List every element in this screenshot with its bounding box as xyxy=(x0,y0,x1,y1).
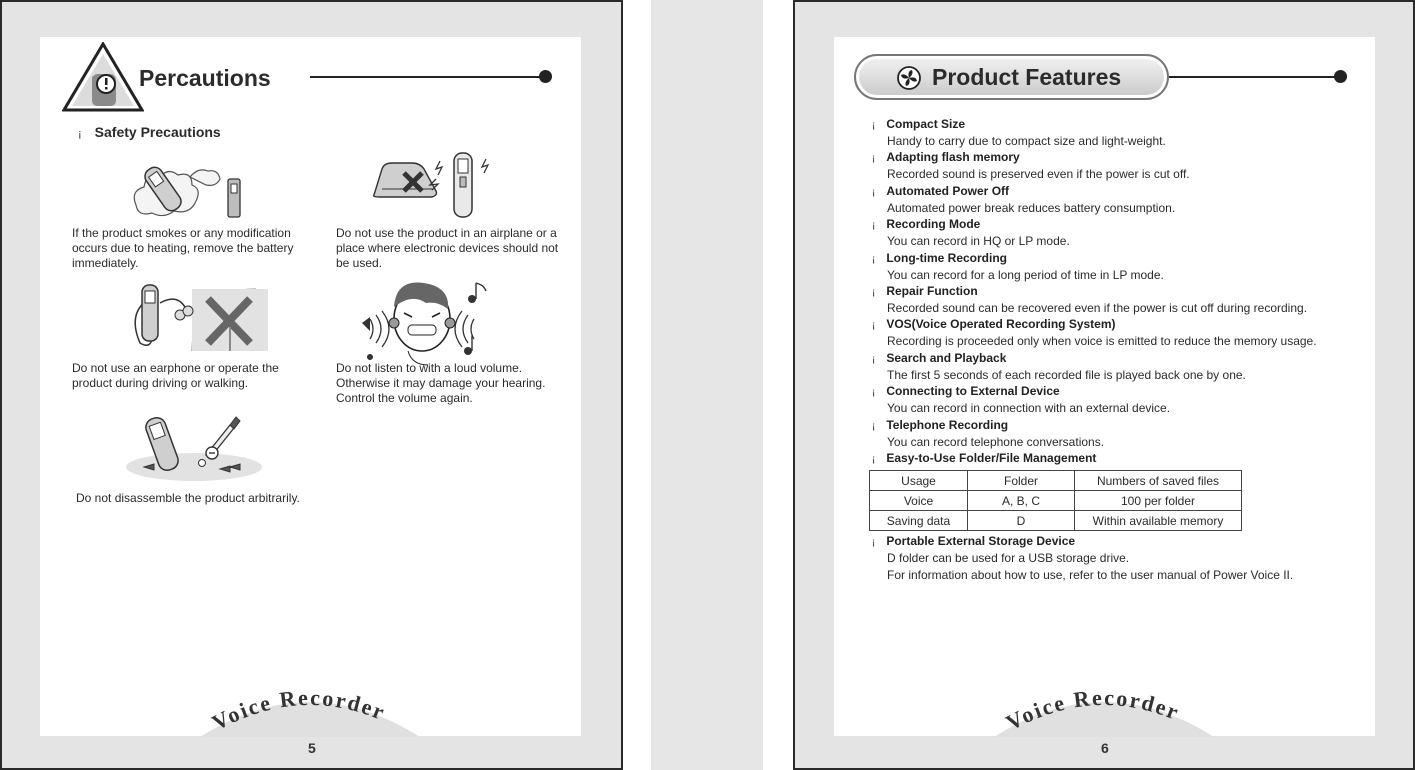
airplane-device-illustration xyxy=(368,149,498,221)
table-header-cell: Folder xyxy=(968,471,1075,491)
feature-title xyxy=(872,317,1116,331)
feature-title xyxy=(872,217,980,231)
page-title: Product Features xyxy=(932,64,1122,90)
feature-title-text: Search and Playback xyxy=(886,350,1007,365)
table-cell: Within available memory xyxy=(1075,511,1242,531)
bullet-glyph: ¡ xyxy=(872,186,876,198)
bullet-glyph: ¡ xyxy=(872,220,876,232)
feature-description: Handy to carry due to compact size and light-weight. xyxy=(887,134,1166,148)
feature-description: D folder can be used for a USB storage drive. xyxy=(887,551,1130,565)
left-page-content xyxy=(40,37,581,756)
page-number: 6 xyxy=(1101,740,1109,756)
caution-text-4: Do not listen to with a loud volume. Otherwise it may damage your hearing. Control the volume again. xyxy=(336,361,546,405)
title-rule-dot xyxy=(1334,70,1347,83)
page-number: 5 xyxy=(308,740,316,756)
bullet-glyph: ¡ xyxy=(872,120,876,131)
loud-volume-illustration xyxy=(348,277,508,367)
title-rule xyxy=(310,76,542,78)
fan-icon xyxy=(897,66,921,90)
bullet-glyph: ¡ xyxy=(872,537,876,548)
table-row xyxy=(870,491,1242,511)
feature-title xyxy=(872,117,965,131)
section-heading-text: Safety Precautions xyxy=(94,124,221,140)
svg-text:Voice Recorder: Voice Recorder xyxy=(207,684,390,736)
feature-title xyxy=(872,534,1075,548)
earphone-walking-illustration xyxy=(122,281,270,353)
title-rule-dot xyxy=(539,70,552,83)
bullet-glyph: ¡ xyxy=(872,320,876,332)
right-page-content xyxy=(834,37,1375,756)
caution-text-1: If the product smokes or any modification occurs due to heating, remove the battery immediately. xyxy=(72,226,294,270)
feature-description: You can record in HQ or LP mode. xyxy=(887,234,1070,249)
right-page-sheet xyxy=(793,0,1415,770)
smoking-device-illustration xyxy=(128,155,248,221)
feature-title xyxy=(872,150,1020,164)
feature-description: Recorded sound can be recovered even if the power is cut off during recording. xyxy=(887,301,1308,315)
feature-description: Recorded sound is preserved even if the power is cut off. xyxy=(887,167,1190,182)
table-header-row xyxy=(870,471,1242,491)
feature-description: The first 5 seconds of each recorded file is played back one by one. xyxy=(887,367,1246,382)
left-page-sheet xyxy=(0,0,623,770)
feature-title xyxy=(872,418,1008,432)
bullet-glyph: ¡ xyxy=(872,353,876,365)
feature-title-text: Recording Mode xyxy=(886,217,981,232)
feature-description: Recording is proceeded only when voice is emitted to reduce the memory usage. xyxy=(887,334,1317,349)
svg-text:Voice Recorder: Voice Recorder xyxy=(1001,684,1184,736)
feature-description: For information about how to use, refer to the user manual of Power Voice II. xyxy=(887,568,1294,582)
page-title: Percautions xyxy=(139,65,271,91)
bullet-glyph: ¡ xyxy=(78,128,82,140)
bullet-glyph: ¡ xyxy=(872,253,876,265)
feature-description: You can record telephone conversations. xyxy=(887,434,1105,449)
feature-title xyxy=(872,184,1009,198)
table-cell: D xyxy=(968,511,1075,531)
feature-description: You can record for a long period of time in LP mode. xyxy=(887,267,1164,282)
feature-title-text: Adapting flash memory xyxy=(886,150,1020,165)
bullet-glyph: ¡ xyxy=(872,454,876,465)
table-cell: A, B, C xyxy=(968,491,1075,511)
folder-table xyxy=(869,470,1242,531)
feature-title-text: Easy-to-Use Folder/File Management xyxy=(886,451,1097,465)
bullet-glyph: ¡ xyxy=(872,420,876,432)
feature-title xyxy=(872,451,1096,465)
feature-title xyxy=(872,251,1007,265)
bullet-glyph: ¡ xyxy=(872,387,876,399)
feature-description: Automated power break reduces battery consumption. xyxy=(887,200,1176,215)
feature-title-text: Connecting to External Device xyxy=(886,384,1060,399)
caution-text-2: Do not use the product in an airplane or a place where electronic devices should not be used. xyxy=(336,226,559,270)
table-cell: Saving data xyxy=(870,511,968,531)
caution-text-5: Do not disassemble the product arbitrarily. xyxy=(76,491,300,505)
feature-title-text: Compact Size xyxy=(886,117,966,131)
feature-title-text: Telephone Recording xyxy=(886,417,1009,432)
feature-description: You can record in connection with an external device. xyxy=(887,401,1171,416)
table-row xyxy=(870,511,1242,531)
voice-recorder-footer-logo xyxy=(200,677,420,737)
feature-title xyxy=(872,351,1006,365)
table-header-cell: Usage xyxy=(870,471,968,491)
feature-title-text: Long-time Recording xyxy=(886,250,1008,265)
feature-title-text: Automated Power Off xyxy=(886,183,1010,198)
title-rule xyxy=(1169,76,1339,78)
disassembly-illustration xyxy=(124,411,264,487)
bullet-glyph: ¡ xyxy=(872,287,876,298)
caution-text-3: Do not use an earphone or operate the product during driving or walking. xyxy=(72,361,279,390)
feature-title-text: VOS(Voice Operated Recording System) xyxy=(886,317,1116,332)
voice-recorder-footer-logo xyxy=(994,677,1214,737)
table-header-cell: Numbers of saved files xyxy=(1075,471,1242,491)
table-cell: Voice xyxy=(870,491,968,511)
bullet-glyph: ¡ xyxy=(872,153,876,165)
page-gutter xyxy=(651,0,763,770)
feature-title-text: Repair Function xyxy=(886,284,978,298)
feature-title xyxy=(872,284,978,298)
table-cell: 100 per folder xyxy=(1075,491,1242,511)
section-heading xyxy=(78,124,221,140)
warning-hand-icon xyxy=(62,42,144,112)
feature-title-text: Portable External Storage Device xyxy=(886,534,1076,548)
feature-title xyxy=(872,384,1060,398)
